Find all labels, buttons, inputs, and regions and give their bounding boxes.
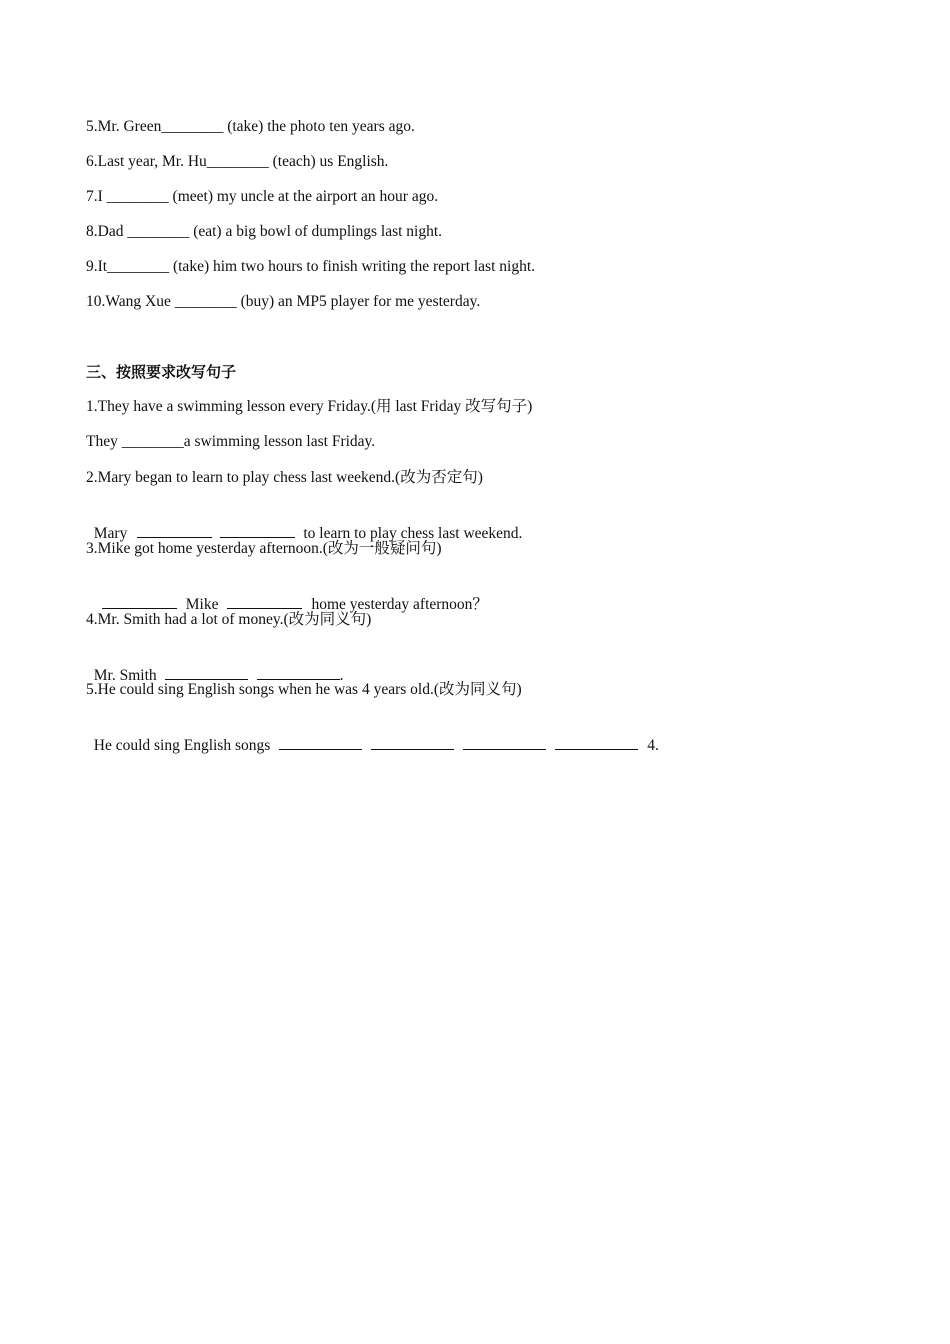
answer-blank[interactable] (220, 523, 295, 538)
answer-blank[interactable] (463, 735, 546, 750)
q3-prompt: 3.Mike got home yesterday afternoon.(改为一般疑问句) (86, 540, 442, 557)
answer-blank[interactable] (102, 594, 177, 609)
q2-answer (86, 503, 522, 544)
q4-lead: Mr. Smith (93, 667, 157, 684)
q1-prompt: 1.They have a swimming lesson every Friday.(用 last Friday 改写句子) (86, 398, 533, 415)
q5-tail: 4. (647, 737, 659, 754)
q4-prompt: 4.Mr. Smith had a lot of money.(改为同义句) (86, 611, 372, 628)
answer-blank[interactable] (555, 735, 638, 750)
part2-item-8: 8.Dad ________ (eat) a big bowl of dumplings last night. (86, 223, 443, 240)
answer-blank[interactable] (137, 523, 212, 538)
answer-blank[interactable] (165, 665, 248, 680)
answer-blank[interactable] (279, 735, 362, 750)
q2-lead: Mary (93, 525, 128, 542)
part2-item-7: 7.I ________ (meet) my uncle at the airport an hour ago. (86, 188, 439, 205)
q3-answer (94, 574, 488, 615)
q5-lead: He could sing English songs (93, 737, 271, 754)
q5-answer (86, 715, 659, 756)
part2-item-5: 5.Mr. Green________ (take) the photo ten years ago. (86, 118, 415, 135)
part2-item-10: 10.Wang Xue ________ (buy) an MP5 player for me yesterday. (86, 293, 481, 310)
q5-prompt: 5.He could sing English songs when he was 4 years old.(改为同义句) (86, 681, 522, 698)
q2-prompt: 2.Mary began to learn to play chess last weekend.(改为否定句) (86, 469, 483, 486)
q4-tail: . (339, 667, 344, 684)
answer-blank[interactable] (371, 735, 454, 750)
part2-item-9: 9.It________ (take) him two hours to finish writing the report last night. (86, 258, 536, 275)
section-heading: 三、按照要求改写句子 (86, 363, 237, 381)
q1-answer: They ________a swimming lesson last Friday. (86, 433, 376, 450)
q3-mid: Mike (185, 596, 219, 613)
q2-tail: to learn to play chess last weekend. (303, 525, 523, 542)
q3-tail: home yesterday afternoon？ (311, 596, 488, 613)
part2-item-6: 6.Last year, Mr. Hu________ (teach) us English. (86, 153, 389, 170)
answer-blank[interactable] (257, 665, 340, 680)
answer-blank[interactable] (227, 594, 302, 609)
